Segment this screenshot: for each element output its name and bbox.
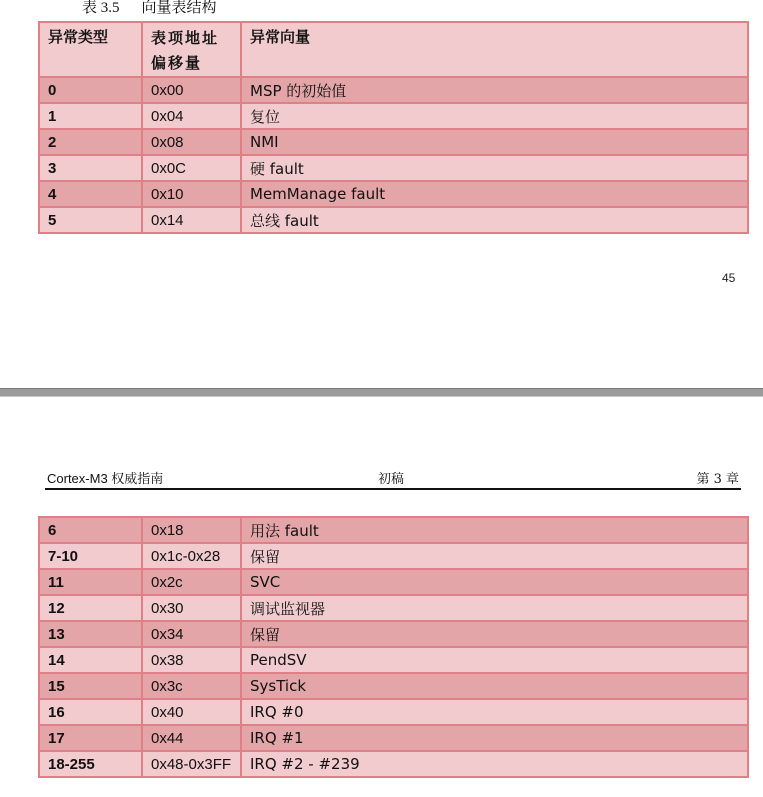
cell-offset: 0x04 bbox=[142, 103, 241, 129]
cell-offset: 0x00 bbox=[142, 77, 241, 103]
vector-table-part2 bbox=[38, 516, 749, 778]
table-row bbox=[39, 699, 748, 725]
running-header-book-title: Cortex-M3 权威指南 bbox=[47, 471, 164, 486]
table-caption bbox=[82, 0, 217, 17]
cell-vector: IRQ #0 bbox=[241, 699, 748, 725]
cell-type: 6 bbox=[39, 517, 142, 543]
cell-vector: MSP 的初始值 bbox=[241, 77, 748, 103]
cell-offset: 0x0C bbox=[142, 155, 241, 181]
table-row bbox=[39, 129, 748, 155]
cell-type: 15 bbox=[39, 673, 142, 699]
cell-offset: 0x48-0x3FF bbox=[142, 751, 241, 777]
running-header-draft-label: 初稿 bbox=[378, 472, 405, 487]
cell-vector: PendSV bbox=[241, 647, 748, 673]
cell-type: 11 bbox=[39, 569, 142, 595]
cell-offset: 0x38 bbox=[142, 647, 241, 673]
header-exception-type: 异常类型 bbox=[39, 22, 142, 77]
page-number: 45 bbox=[722, 271, 736, 285]
header-vector: 异常向量 bbox=[241, 22, 748, 77]
cell-vector: 保留 bbox=[241, 543, 748, 569]
cell-type: 3 bbox=[39, 155, 142, 181]
cell-offset: 0x18 bbox=[142, 517, 241, 543]
cell-offset: 0x3c bbox=[142, 673, 241, 699]
table-row bbox=[39, 647, 748, 673]
cell-type: 5 bbox=[39, 207, 142, 233]
cell-vector: SVC bbox=[241, 569, 748, 595]
table-row bbox=[39, 543, 748, 569]
cell-vector: 硬 fault bbox=[241, 155, 748, 181]
cell-vector: 复位 bbox=[241, 103, 748, 129]
table-row bbox=[39, 725, 748, 751]
cell-offset: 0x30 bbox=[142, 595, 241, 621]
cell-offset: 0x34 bbox=[142, 621, 241, 647]
cell-offset: 0x14 bbox=[142, 207, 241, 233]
running-header-chapter: 第 3 章 bbox=[696, 472, 739, 487]
cell-type: 7-10 bbox=[39, 543, 142, 569]
cell-vector: 用法 fault bbox=[241, 517, 748, 543]
cell-offset: 0x2c bbox=[142, 569, 241, 595]
page-divider bbox=[0, 388, 763, 397]
table-header-row bbox=[39, 22, 748, 77]
table-row bbox=[39, 207, 748, 233]
cell-type: 12 bbox=[39, 595, 142, 621]
table-row bbox=[39, 77, 748, 103]
cell-type: 1 bbox=[39, 103, 142, 129]
table-row bbox=[39, 751, 748, 777]
cell-vector: SysTick bbox=[241, 673, 748, 699]
cell-type: 2 bbox=[39, 129, 142, 155]
cell-type: 4 bbox=[39, 181, 142, 207]
cell-vector: 总线 fault bbox=[241, 207, 748, 233]
cell-vector: NMI bbox=[241, 129, 748, 155]
cell-vector: IRQ #2 - #239 bbox=[241, 751, 748, 777]
cell-type: 16 bbox=[39, 699, 142, 725]
table-row bbox=[39, 595, 748, 621]
table-row bbox=[39, 155, 748, 181]
cell-type: 14 bbox=[39, 647, 142, 673]
table-row bbox=[39, 673, 748, 699]
table-row bbox=[39, 621, 748, 647]
running-header bbox=[45, 466, 741, 490]
table-row bbox=[39, 181, 748, 207]
cell-vector: 保留 bbox=[241, 621, 748, 647]
cell-type: 17 bbox=[39, 725, 142, 751]
vector-table-part1 bbox=[38, 21, 749, 234]
cell-vector: IRQ #1 bbox=[241, 725, 748, 751]
cell-type: 0 bbox=[39, 77, 142, 103]
caption-number: 表 3.5 bbox=[82, 0, 120, 16]
cell-vector: MemManage fault bbox=[241, 181, 748, 207]
cell-offset: 0x1c-0x28 bbox=[142, 543, 241, 569]
header-offset bbox=[142, 22, 241, 77]
cell-offset: 0x44 bbox=[142, 725, 241, 751]
cell-type: 18-255 bbox=[39, 751, 142, 777]
caption-title: 向量表结构 bbox=[141, 0, 217, 16]
table-row bbox=[39, 103, 748, 129]
cell-offset: 0x40 bbox=[142, 699, 241, 725]
cell-vector: 调试监视器 bbox=[241, 595, 748, 621]
header-offset-label: 表项地址偏移量 bbox=[151, 30, 220, 72]
table-row bbox=[39, 569, 748, 595]
cell-type: 13 bbox=[39, 621, 142, 647]
cell-offset: 0x08 bbox=[142, 129, 241, 155]
cell-offset: 0x10 bbox=[142, 181, 241, 207]
table-row bbox=[39, 517, 748, 543]
